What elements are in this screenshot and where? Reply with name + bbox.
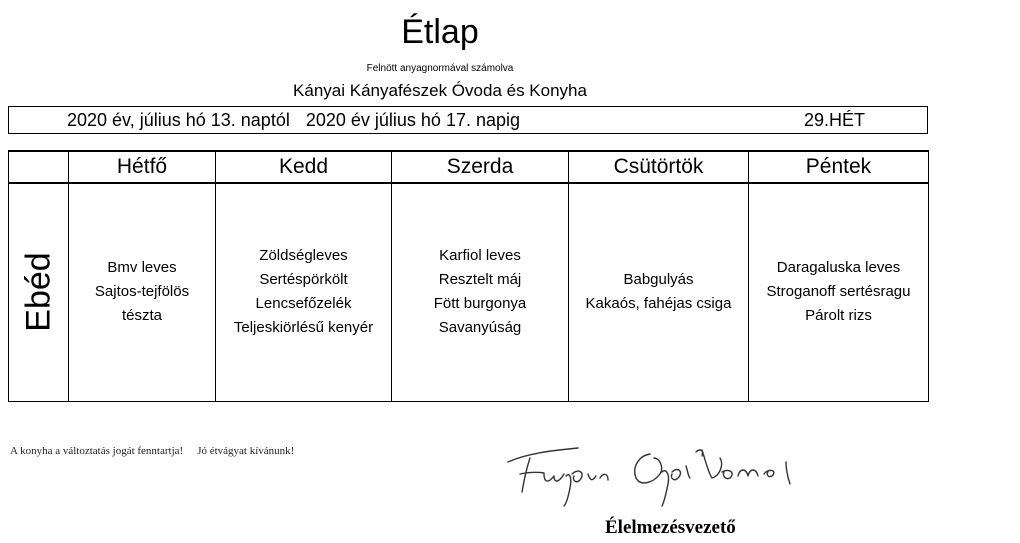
dish-item: Bmv leves: [107, 259, 177, 277]
week-bar: [8, 106, 928, 134]
dish-item: Karfiol leves: [439, 247, 521, 265]
page-title: Étlap: [401, 13, 479, 51]
week-number: 29.HÉT: [804, 110, 866, 130]
signature-text: Furpin Gpitor me1: [500, 428, 509, 429]
dish-item: Sajtos-tejfölös: [94, 283, 190, 301]
meal-cell: [9, 183, 69, 401]
dish-item: Teljeskiörlésű kenyér: [233, 319, 374, 337]
dish-item: Párolt rizs: [805, 307, 872, 325]
dish-item: Resztelt máj: [438, 271, 522, 289]
date-range: [67, 107, 520, 133]
subtitle: Felnött anyagnormával számolva: [366, 63, 514, 74]
dish-item: tészta: [121, 307, 163, 325]
dish-item: Fött burgonya: [433, 295, 527, 313]
dish-item: Sertéspörkölt: [259, 271, 348, 289]
handwritten-signature: [500, 428, 880, 508]
dishes-tuesday: [216, 183, 392, 401]
appetite-wish: Jó étvágyat kívánunk!: [197, 445, 295, 457]
date-to: 2020 év július hó 17. napig: [305, 110, 521, 130]
footer-note: [10, 445, 294, 457]
menu-table: [8, 150, 929, 402]
dish-item: Savanyúság: [438, 319, 522, 337]
day-header-wednesday: Szerda: [392, 151, 569, 183]
day-header-monday: Hétfő: [69, 151, 216, 183]
dishes-wednesday: [392, 183, 569, 401]
dish-item: Kakaós, fahéjas csiga: [585, 295, 732, 313]
day-header-friday: Péntek: [749, 151, 929, 183]
corner-cell: [9, 151, 69, 183]
dishes-friday: [749, 183, 929, 401]
dish-item: Daragaluska leves: [776, 259, 901, 277]
day-header-tuesday: Kedd: [216, 151, 392, 183]
dish-item: Babgulyás: [623, 271, 694, 289]
day-header-thursday: Csütörtök: [569, 151, 749, 183]
menu-header-row: [9, 151, 929, 183]
date-from: 2020 év, július hó 13. naptól: [67, 110, 290, 130]
dishes-thursday: [569, 183, 749, 401]
dish-item: Stroganoff sertésragu: [766, 283, 911, 301]
change-disclaimer: A konyha a változtatás jogát fenntartja!: [10, 445, 184, 457]
dishes-monday: [69, 183, 216, 401]
lunch-row: [9, 183, 929, 401]
meal-label: Ebéd: [19, 252, 57, 332]
dish-item: Zöldségleves: [259, 247, 348, 265]
dish-item: Lencsefőzelék: [255, 295, 352, 313]
institution-name: Kányai Kányafészek Óvoda és Konyha: [293, 81, 587, 100]
signer-role: Élelmezésvezető: [605, 517, 736, 538]
